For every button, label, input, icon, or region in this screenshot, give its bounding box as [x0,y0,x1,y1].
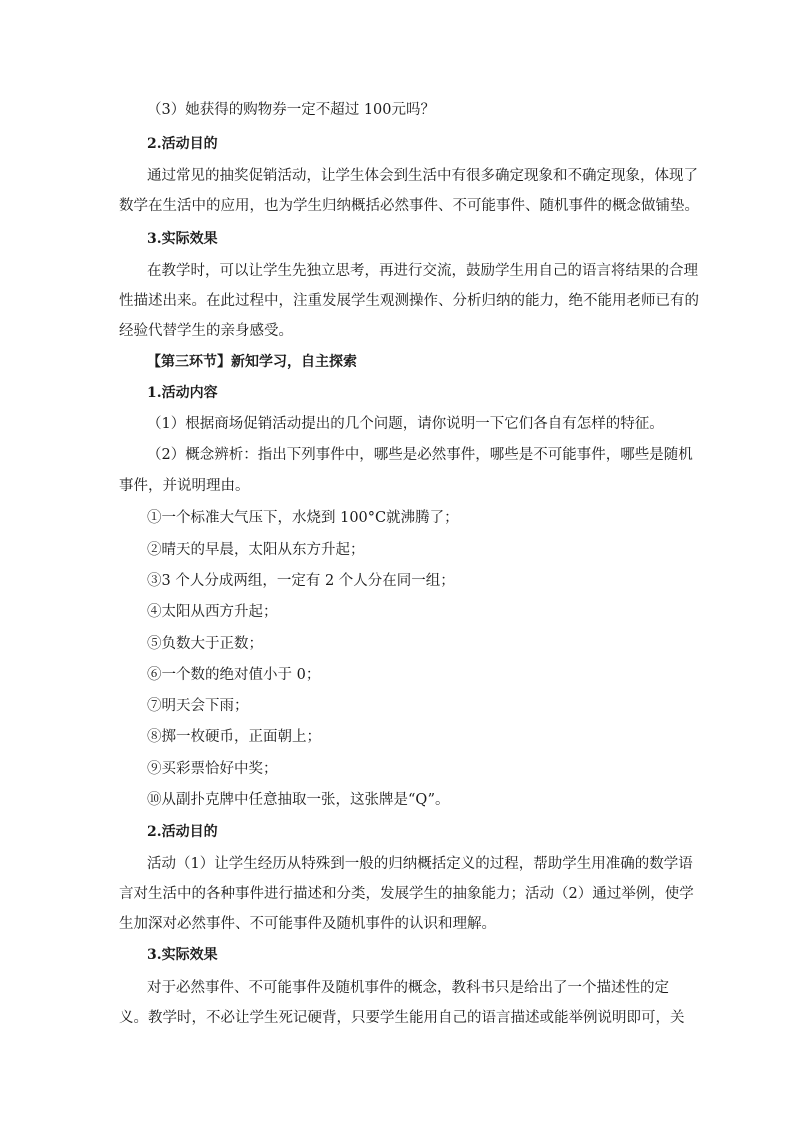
paragraph-line: （2）概念辨析：指出下列事件中，哪些是必然事件，哪些是不可能事件，哪些是随机 [147,447,693,463]
heading-actual-effect: 3.实际效果 [147,231,218,247]
paragraph-line: 在教学时，可以让学生先独立思考，再进行交流，鼓励学生用自己的语言将结果的合理 [147,263,698,279]
paragraph-line: 对于必然事件、不可能事件及随机事件的概念，教科书只是给出了一个描述性的定 [147,980,669,996]
paragraph-line: 活动（1）让学生经历从特殊到一般的归纳概括定义的过程，帮助学生用准确的数学语 [147,856,693,872]
list-item: ④太阳从西方升起； [147,604,278,620]
paragraph-line: 数学在生活中的应用，也为学生归纳概括必然事件、不可能事件、随机事件的概念做铺垫。 [119,198,699,214]
paragraph-line: （1）根据商场促销活动提出的几个问题，请你说明一下它们各自有怎样的特征。 [147,416,664,432]
list-item: ⑥一个数的绝对值小于 0； [147,667,321,683]
heading-activity-purpose: 2.活动目的 [147,824,218,840]
list-item: ⑤负数大于正数； [147,636,263,652]
list-item: ②晴天的早晨，太阳从东方升起； [147,542,365,558]
list-item: ⑦明天会下雨； [147,698,249,714]
paragraph-line: 通过常见的抽奖促销活动，让学生体会到生活中有很多确定现象和不确定现象，体现了 [147,168,698,184]
question-3: （3）她获得的购物券一定不超过 100元吗？ [147,102,436,118]
paragraph-line: 经验代替学生的亲身感受。 [119,323,293,339]
paragraph-line: 义。教学时，不必让学生死记硬背，只要学生能用自己的语言描述或能举例说明即可，关 [119,1010,685,1026]
section-heading: 【第三环节】新知学习，自主探索 [147,354,357,370]
list-item: ①一个标准大气压下，水烧到 100°C就沸腾了； [147,510,459,526]
list-item: ⑩从副扑克牌中任意抽取一张，这张牌是“Q”。 [147,792,450,808]
list-item: ⑧掷一枚硬币，正面朝上； [147,729,321,745]
heading-activity-purpose: 2.活动目的 [147,136,218,152]
heading-actual-effect: 3.实际效果 [147,947,218,963]
heading-activity-content: 1.活动内容 [147,385,218,401]
paragraph-line: 事件，并说明理由。 [119,478,250,494]
paragraph-line: 生加深对必然事件、不可能事件及随机事件的认识和理解。 [119,916,496,932]
list-item: ⑨买彩票恰好中奖； [147,761,278,777]
paragraph-line: 言对生活中的各种事件进行描述和分类，发展学生的抽象能力；活动（2）通过举例，使学 [119,886,694,902]
list-item: ③3 个人分成两组，一定有 2 个人分在同一组； [147,573,455,589]
paragraph-line: 性描述出来。在此过程中，注重发展学生观测操作、分析归纳的能力，绝不能用老师已有的 [119,293,699,309]
